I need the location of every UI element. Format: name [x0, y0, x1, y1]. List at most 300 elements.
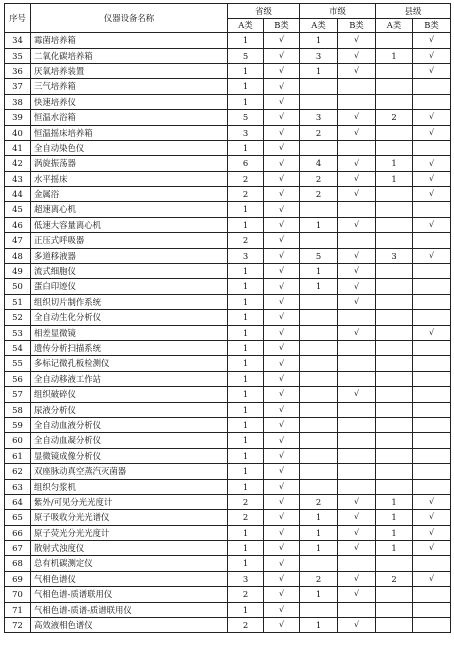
- cell-county-b: [413, 202, 451, 217]
- cell-provincial-a: 3: [228, 571, 264, 586]
- cell-county-b: √: [413, 33, 451, 48]
- cell-provincial-a: 1: [228, 525, 264, 540]
- cell-provincial-b: √: [264, 233, 300, 248]
- table-row: [5, 310, 451, 325]
- cell-serial-no: 69: [5, 571, 31, 586]
- cell-county-a: [376, 79, 413, 94]
- cell-provincial-b: √: [264, 541, 300, 556]
- cell-city-b: [338, 433, 376, 448]
- cell-serial-no: 66: [5, 525, 31, 540]
- cell-city-b: √: [338, 279, 376, 294]
- cell-city-a: 1: [300, 63, 338, 78]
- cell-provincial-b: √: [264, 310, 300, 325]
- cell-county-a: [376, 587, 413, 602]
- cell-county-a: [376, 264, 413, 279]
- cell-provincial-b: √: [264, 171, 300, 186]
- cell-provincial-a: 1: [228, 140, 264, 155]
- cell-provincial-b: √: [264, 325, 300, 340]
- cell-serial-no: 57: [5, 387, 31, 402]
- cell-serial-no: 68: [5, 556, 31, 571]
- cell-city-a: [300, 325, 338, 340]
- cell-serial-no: 50: [5, 279, 31, 294]
- cell-provincial-a: 1: [228, 464, 264, 479]
- cell-provincial-b: √: [264, 556, 300, 571]
- table-row: [5, 510, 451, 525]
- cell-equipment-name: 全自动生化分析仪: [31, 310, 228, 325]
- cell-serial-no: 52: [5, 310, 31, 325]
- cell-city-b: √: [338, 248, 376, 263]
- cell-provincial-b: √: [264, 48, 300, 63]
- document-page: [4, 3, 450, 633]
- cell-city-a: [300, 402, 338, 417]
- header-county-b: B类: [413, 18, 451, 33]
- cell-serial-no: 53: [5, 325, 31, 340]
- cell-equipment-name: 组织匀浆机: [31, 479, 228, 494]
- cell-county-b: [413, 310, 451, 325]
- table-row: [5, 279, 451, 294]
- cell-city-b: [338, 479, 376, 494]
- cell-provincial-a: 1: [228, 217, 264, 232]
- cell-county-a: [376, 371, 413, 386]
- cell-equipment-name: 高效液相色谱仪: [31, 618, 228, 633]
- cell-county-a: [376, 356, 413, 371]
- cell-city-a: 1: [300, 510, 338, 525]
- cell-county-a: [376, 479, 413, 494]
- cell-provincial-b: √: [264, 417, 300, 432]
- cell-county-a: 1: [376, 525, 413, 540]
- cell-county-a: [376, 33, 413, 48]
- cell-city-a: [300, 387, 338, 402]
- cell-city-b: √: [338, 110, 376, 125]
- cell-provincial-b: √: [264, 33, 300, 48]
- table-row: [5, 217, 451, 232]
- cell-city-b: [338, 402, 376, 417]
- cell-city-a: [300, 294, 338, 309]
- cell-city-a: 3: [300, 110, 338, 125]
- cell-serial-no: 67: [5, 541, 31, 556]
- cell-city-b: √: [338, 525, 376, 540]
- cell-city-a: 1: [300, 618, 338, 633]
- cell-city-b: [338, 310, 376, 325]
- cell-county-b: √: [413, 525, 451, 540]
- cell-provincial-a: 6: [228, 156, 264, 171]
- cell-city-b: √: [338, 156, 376, 171]
- cell-county-b: [413, 433, 451, 448]
- table-row: [5, 494, 451, 509]
- cell-county-b: [413, 464, 451, 479]
- cell-provincial-b: √: [264, 494, 300, 509]
- cell-county-a: [376, 325, 413, 340]
- cell-provincial-b: √: [264, 341, 300, 356]
- cell-county-b: √: [413, 541, 451, 556]
- cell-provincial-a: 5: [228, 110, 264, 125]
- cell-county-b: [413, 294, 451, 309]
- cell-provincial-a: 1: [228, 341, 264, 356]
- cell-county-b: √: [413, 110, 451, 125]
- cell-county-a: [376, 448, 413, 463]
- table-row: [5, 140, 451, 155]
- cell-city-b: [338, 371, 376, 386]
- cell-city-a: 1: [300, 525, 338, 540]
- cell-provincial-b: √: [264, 140, 300, 155]
- cell-provincial-a: 1: [228, 433, 264, 448]
- cell-city-a: [300, 233, 338, 248]
- cell-provincial-b: √: [264, 156, 300, 171]
- header-provincial-b: B类: [264, 18, 300, 33]
- table-row: [5, 264, 451, 279]
- cell-equipment-name: 原子荧光分光光度计: [31, 525, 228, 540]
- table-row: [5, 417, 451, 432]
- cell-city-a: [300, 356, 338, 371]
- cell-city-a: 1: [300, 279, 338, 294]
- cell-county-a: [376, 417, 413, 432]
- cell-provincial-b: √: [264, 94, 300, 109]
- cell-provincial-b: √: [264, 125, 300, 140]
- cell-county-b: [413, 618, 451, 633]
- cell-serial-no: 49: [5, 264, 31, 279]
- cell-provincial-a: 1: [228, 448, 264, 463]
- cell-equipment-name: 恒温摇床培养箱: [31, 125, 228, 140]
- cell-county-b: [413, 371, 451, 386]
- cell-serial-no: 35: [5, 48, 31, 63]
- cell-serial-no: 61: [5, 448, 31, 463]
- cell-serial-no: 54: [5, 341, 31, 356]
- cell-city-a: [300, 433, 338, 448]
- header-equipment-name: 仪器设备名称: [31, 4, 228, 33]
- cell-city-a: 1: [300, 264, 338, 279]
- cell-county-a: 1: [376, 541, 413, 556]
- cell-provincial-a: 1: [228, 417, 264, 432]
- cell-county-b: √: [413, 63, 451, 78]
- cell-provincial-b: √: [264, 587, 300, 602]
- table-row: [5, 587, 451, 602]
- cell-provincial-a: 1: [228, 310, 264, 325]
- table-row: [5, 556, 451, 571]
- table-row: [5, 525, 451, 540]
- cell-county-b: [413, 402, 451, 417]
- cell-serial-no: 47: [5, 233, 31, 248]
- cell-serial-no: 36: [5, 63, 31, 78]
- cell-county-b: [413, 140, 451, 155]
- cell-serial-no: 44: [5, 187, 31, 202]
- header-serial-no: 序号: [5, 4, 31, 33]
- cell-county-a: [376, 233, 413, 248]
- table-row: [5, 541, 451, 556]
- cell-serial-no: 42: [5, 156, 31, 171]
- table-row: [5, 171, 451, 186]
- cell-equipment-name: 水平摇床: [31, 171, 228, 186]
- cell-county-a: 2: [376, 571, 413, 586]
- cell-provincial-a: 2: [228, 171, 264, 186]
- cell-county-b: [413, 264, 451, 279]
- cell-city-b: √: [338, 33, 376, 48]
- cell-provincial-a: 1: [228, 294, 264, 309]
- cell-provincial-a: 1: [228, 79, 264, 94]
- cell-city-b: √: [338, 587, 376, 602]
- cell-equipment-name: 恒温水浴箱: [31, 110, 228, 125]
- header-provincial-a: A类: [228, 18, 264, 33]
- cell-serial-no: 55: [5, 356, 31, 371]
- cell-equipment-name: 超速离心机: [31, 202, 228, 217]
- cell-equipment-name: 紫外/可见分光光度计: [31, 494, 228, 509]
- cell-provincial-a: 1: [228, 33, 264, 48]
- table-row: [5, 464, 451, 479]
- cell-city-a: [300, 341, 338, 356]
- cell-equipment-name: 组织破碎仪: [31, 387, 228, 402]
- cell-county-b: [413, 417, 451, 432]
- cell-provincial-b: √: [264, 510, 300, 525]
- cell-equipment-name: 霉菌培养箱: [31, 33, 228, 48]
- cell-provincial-b: √: [264, 202, 300, 217]
- cell-provincial-a: 1: [228, 602, 264, 617]
- cell-city-b: [338, 417, 376, 432]
- cell-city-a: 1: [300, 587, 338, 602]
- cell-city-a: 1: [300, 217, 338, 232]
- cell-provincial-a: 1: [228, 402, 264, 417]
- cell-county-b: [413, 448, 451, 463]
- table-row: [5, 110, 451, 125]
- cell-city-b: √: [338, 63, 376, 78]
- cell-provincial-b: √: [264, 63, 300, 78]
- cell-serial-no: 64: [5, 494, 31, 509]
- cell-equipment-name: 多标记微孔板检测仪: [31, 356, 228, 371]
- cell-equipment-name: 快速培养仪: [31, 94, 228, 109]
- cell-serial-no: 70: [5, 587, 31, 602]
- cell-city-b: [338, 356, 376, 371]
- cell-provincial-a: 2: [228, 510, 264, 525]
- cell-county-a: [376, 63, 413, 78]
- table-row: [5, 479, 451, 494]
- cell-county-a: [376, 341, 413, 356]
- cell-city-a: [300, 464, 338, 479]
- cell-county-a: [376, 602, 413, 617]
- cell-serial-no: 39: [5, 110, 31, 125]
- cell-city-a: [300, 202, 338, 217]
- cell-provincial-b: √: [264, 217, 300, 232]
- cell-city-a: 2: [300, 125, 338, 140]
- table-row: [5, 402, 451, 417]
- cell-equipment-name: 气相色谱仪: [31, 571, 228, 586]
- cell-county-b: √: [413, 171, 451, 186]
- cell-provincial-b: √: [264, 479, 300, 494]
- table-row: [5, 618, 451, 633]
- equipment-table: [4, 3, 451, 633]
- cell-equipment-name: 低速大容量离心机: [31, 217, 228, 232]
- cell-equipment-name: 气相色谱-质谱联用仪: [31, 587, 228, 602]
- cell-provincial-b: √: [264, 464, 300, 479]
- cell-county-a: 1: [376, 156, 413, 171]
- cell-provincial-a: 1: [228, 325, 264, 340]
- cell-serial-no: 34: [5, 33, 31, 48]
- cell-county-a: 1: [376, 48, 413, 63]
- cell-provincial-a: 2: [228, 618, 264, 633]
- cell-city-a: [300, 371, 338, 386]
- cell-serial-no: 46: [5, 217, 31, 232]
- cell-equipment-name: 多道移液器: [31, 248, 228, 263]
- cell-city-b: √: [338, 264, 376, 279]
- table-row: [5, 94, 451, 109]
- cell-city-b: √: [338, 541, 376, 556]
- cell-provincial-a: 1: [228, 264, 264, 279]
- cell-equipment-name: 气相色谱-质谱-质谱联用仪: [31, 602, 228, 617]
- cell-provincial-a: 1: [228, 479, 264, 494]
- cell-provincial-b: √: [264, 79, 300, 94]
- cell-equipment-name: 二氧化碳培养箱: [31, 48, 228, 63]
- cell-equipment-name: 散射式浊度仪: [31, 541, 228, 556]
- cell-serial-no: 65: [5, 510, 31, 525]
- cell-city-a: 1: [300, 541, 338, 556]
- cell-city-b: √: [338, 325, 376, 340]
- table-row: [5, 325, 451, 340]
- cell-city-b: [338, 140, 376, 155]
- cell-provincial-a: 1: [228, 202, 264, 217]
- cell-provincial-b: √: [264, 371, 300, 386]
- cell-provincial-b: √: [264, 571, 300, 586]
- cell-city-b: √: [338, 217, 376, 232]
- cell-county-a: [376, 279, 413, 294]
- cell-city-a: [300, 448, 338, 463]
- header-city-level: 市级: [300, 4, 376, 19]
- cell-provincial-b: √: [264, 387, 300, 402]
- cell-serial-no: 71: [5, 602, 31, 617]
- cell-city-b: [338, 464, 376, 479]
- cell-county-b: √: [413, 156, 451, 171]
- cell-equipment-name: 显微镜成像分析仪: [31, 448, 228, 463]
- cell-equipment-name: 涡旋振荡器: [31, 156, 228, 171]
- header-county-level: 县级: [376, 4, 451, 19]
- cell-county-a: [376, 217, 413, 232]
- table-row: [5, 125, 451, 140]
- table-row: [5, 356, 451, 371]
- cell-county-a: [376, 140, 413, 155]
- cell-equipment-name: 流式细胞仪: [31, 264, 228, 279]
- cell-city-b: √: [338, 48, 376, 63]
- cell-city-b: [338, 448, 376, 463]
- cell-provincial-a: 3: [228, 248, 264, 263]
- cell-county-b: [413, 602, 451, 617]
- table-row: [5, 371, 451, 386]
- cell-city-a: 2: [300, 187, 338, 202]
- cell-provincial-b: √: [264, 279, 300, 294]
- cell-county-b: √: [413, 571, 451, 586]
- cell-provincial-a: 1: [228, 556, 264, 571]
- cell-serial-no: 58: [5, 402, 31, 417]
- cell-county-a: [376, 464, 413, 479]
- cell-city-b: √: [338, 387, 376, 402]
- cell-city-a: [300, 556, 338, 571]
- header-city-a: A类: [300, 18, 338, 33]
- cell-equipment-name: 组织切片制作系统: [31, 294, 228, 309]
- table-row: [5, 448, 451, 463]
- cell-equipment-name: 全自动移液工作站: [31, 371, 228, 386]
- cell-county-b: [413, 556, 451, 571]
- cell-city-a: [300, 310, 338, 325]
- cell-county-a: [376, 187, 413, 202]
- cell-serial-no: 41: [5, 140, 31, 155]
- cell-county-b: [413, 279, 451, 294]
- cell-county-b: √: [413, 510, 451, 525]
- cell-city-b: √: [338, 618, 376, 633]
- cell-county-a: [376, 387, 413, 402]
- cell-city-a: 2: [300, 571, 338, 586]
- cell-city-a: [300, 94, 338, 109]
- cell-serial-no: 38: [5, 94, 31, 109]
- cell-city-b: [338, 202, 376, 217]
- cell-county-b: √: [413, 187, 451, 202]
- cell-provincial-b: √: [264, 294, 300, 309]
- cell-city-a: 5: [300, 248, 338, 263]
- cell-serial-no: 62: [5, 464, 31, 479]
- table-row: [5, 341, 451, 356]
- cell-serial-no: 63: [5, 479, 31, 494]
- cell-provincial-a: 1: [228, 63, 264, 78]
- cell-equipment-name: 相差显微镜: [31, 325, 228, 340]
- cell-county-b: √: [413, 48, 451, 63]
- cell-provincial-b: √: [264, 433, 300, 448]
- cell-county-a: [376, 618, 413, 633]
- cell-county-a: [376, 402, 413, 417]
- cell-serial-no: 48: [5, 248, 31, 263]
- cell-equipment-name: 全自动染色仪: [31, 140, 228, 155]
- header-city-b: B类: [338, 18, 376, 33]
- cell-serial-no: 56: [5, 371, 31, 386]
- cell-serial-no: 59: [5, 417, 31, 432]
- cell-county-b: [413, 79, 451, 94]
- cell-county-b: [413, 94, 451, 109]
- cell-provincial-b: √: [264, 525, 300, 540]
- cell-county-a: [376, 125, 413, 140]
- cell-provincial-a: 1: [228, 371, 264, 386]
- cell-county-a: [376, 310, 413, 325]
- table-row: [5, 79, 451, 94]
- cell-city-a: [300, 79, 338, 94]
- cell-county-b: √: [413, 217, 451, 232]
- cell-provincial-a: 2: [228, 494, 264, 509]
- cell-provincial-b: √: [264, 264, 300, 279]
- cell-provincial-a: 1: [228, 94, 264, 109]
- cell-county-a: 3: [376, 248, 413, 263]
- table-row: [5, 33, 451, 48]
- cell-provincial-a: 5: [228, 48, 264, 63]
- cell-county-b: [413, 233, 451, 248]
- table-row: [5, 187, 451, 202]
- cell-city-a: [300, 140, 338, 155]
- cell-city-a: [300, 417, 338, 432]
- cell-city-a: 3: [300, 48, 338, 63]
- cell-city-b: [338, 94, 376, 109]
- cell-city-b: [338, 556, 376, 571]
- cell-equipment-name: 遗传分析扫描系统: [31, 341, 228, 356]
- cell-city-a: [300, 602, 338, 617]
- cell-county-b: [413, 479, 451, 494]
- cell-serial-no: 40: [5, 125, 31, 140]
- cell-provincial-a: 1: [228, 387, 264, 402]
- cell-serial-no: 72: [5, 618, 31, 633]
- cell-equipment-name: 尿液分析仪: [31, 402, 228, 417]
- cell-city-b: [338, 341, 376, 356]
- table-row: [5, 63, 451, 78]
- table-body: [5, 33, 451, 633]
- cell-city-a: 4: [300, 156, 338, 171]
- cell-equipment-name: 总有机碳测定仪: [31, 556, 228, 571]
- cell-provincial-b: √: [264, 618, 300, 633]
- cell-city-a: 2: [300, 171, 338, 186]
- cell-provincial-a: 2: [228, 233, 264, 248]
- cell-county-b: [413, 387, 451, 402]
- table-row: [5, 294, 451, 309]
- cell-equipment-name: 正压式呼吸器: [31, 233, 228, 248]
- cell-city-b: √: [338, 494, 376, 509]
